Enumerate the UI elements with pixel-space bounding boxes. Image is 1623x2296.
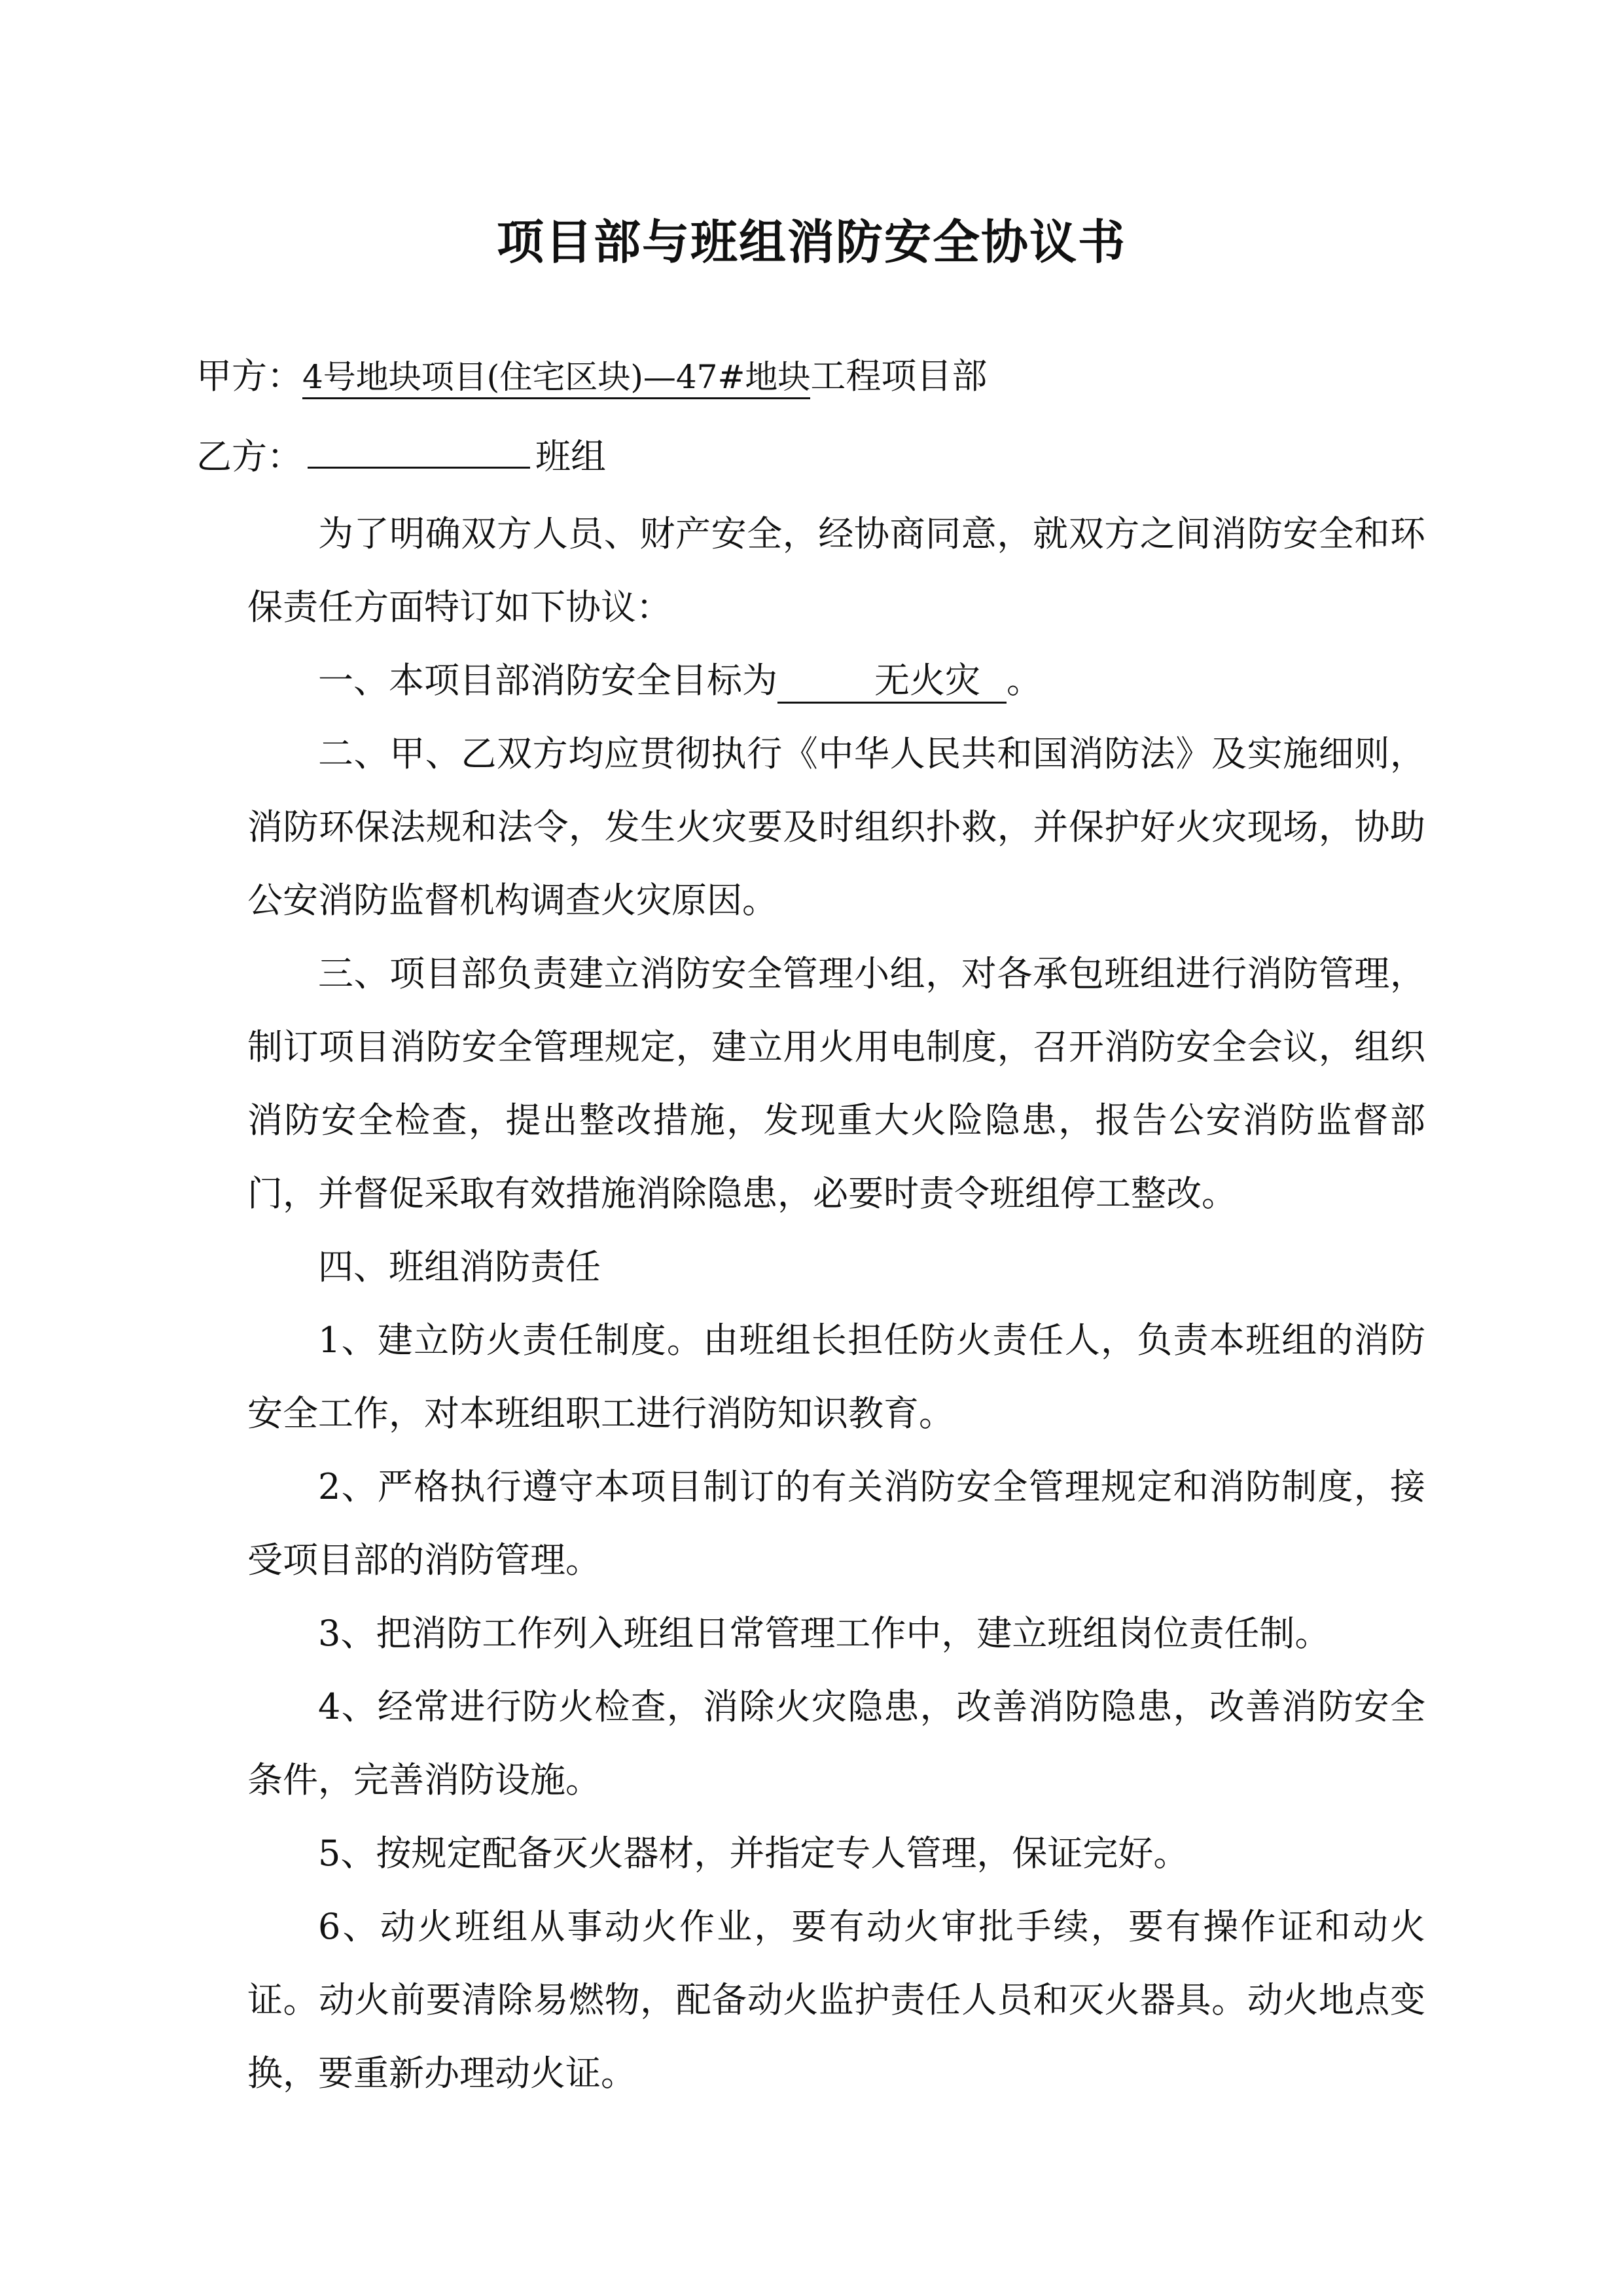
safety-target-value: 无火灾 [777, 660, 1007, 704]
clause-1-suffix: 。 [1007, 660, 1042, 701]
list-item: 3、把消防工作列入班组日常管理工作中，建立班组岗位责任制。 [318, 1613, 1330, 1654]
party-b-suffix: 班组 [535, 436, 606, 477]
list-item: 6、动火班组从事动火作业，要有动火审批手续，要有操作证和动火证。动火前要清除易燃物，配备动火监护责任人员和灭火器具。动火地点变换，要重新办理动火证。 [247, 1906, 1425, 2094]
party-b-blank-field [308, 433, 530, 469]
party-a-label: 甲方： [196, 355, 302, 397]
party-b-label: 乙方： [196, 436, 302, 477]
clause-3: 三、项目部负责建立消防安全管理小组，对各承包班组进行消防管理，制订项目消防安全管理规定，建立用火用电制度，召开消防安全会议，组织消防安全检查，提出整改措施，发现重大火险隐患，报告公安消防监督部门，并督促采取有效措施消除隐患，必要时责令班组停工整改。 [247, 953, 1425, 1214]
clause-2: 二、甲、乙双方均应贯彻执行《中华人民共和国消防法》及实施细则，消防环保法规和法令，发生火灾要及时组织扑救，并保护好火灾现场，协助公安消防监督机构调查火灾原因。 [247, 733, 1425, 921]
party-a-suffix: 工程项目部 [810, 355, 988, 397]
clause-4-heading: 四、班组消防责任 [318, 1246, 601, 1287]
agreement-body [247, 497, 1425, 2110]
page-title: 项目部与班组消防安全协议书 [496, 214, 1126, 270]
list-item: 5、按规定配备灭火器材，并指定专人管理，保证完好。 [318, 1833, 1189, 1874]
party-b-line [196, 431, 606, 483]
party-a-line [196, 350, 987, 403]
clause-1 [247, 644, 1425, 717]
party-a-name: 4号地块项目(住宅区块)—47#地块 [302, 358, 810, 399]
list-item: 4、经常进行防火检查，消除火灾隐患，改善消防隐患，改善消防安全条件，完善消防设施。 [247, 1686, 1425, 1801]
list-item: 1、建立防火责任制度。由班组长担任防火责任人，负责本班组的消防安全工作，对本班组职工进行消防知识教育。 [247, 1319, 1425, 1434]
clause-1-prefix: 一、本项目部消防安全目标为 [318, 660, 777, 701]
intro-paragraph: 为了明确双方人员、财产安全，经协商同意，就双方之间消防安全和环保责任方面特订如下协议： [247, 513, 1425, 628]
list-item: 2、严格执行遵守本项目制订的有关消防安全管理规定和消防制度，接受项目部的消防管理。 [247, 1466, 1425, 1581]
